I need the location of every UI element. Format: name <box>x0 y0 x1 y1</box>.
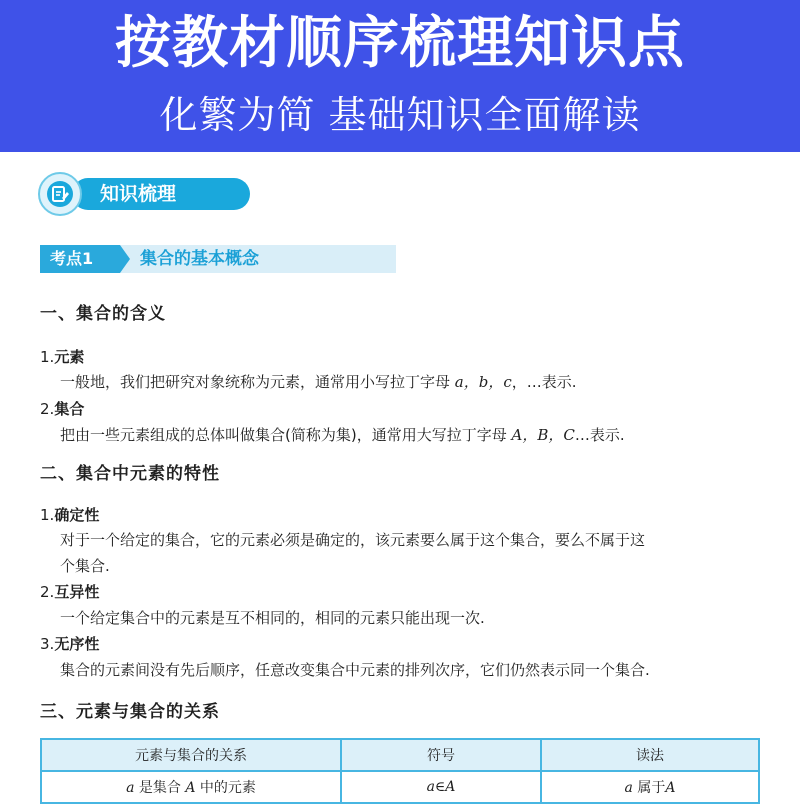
part1-item1-text: 一般地，我们把研究对象统称为元素，通常用小写拉丁字母 a，b，c，…表示. <box>60 373 577 391</box>
banner-title: 按教材顺序梳理知识点 <box>115 11 685 76</box>
exam-point-tag: 考点1 <box>40 245 120 273</box>
part1-item1-title: 1.元素 <box>40 348 85 366</box>
top-banner <box>0 0 800 152</box>
part2-item3-title: 3.无序性 <box>40 635 100 653</box>
part2-heading: 二、集合中元素的特性 <box>40 464 220 484</box>
relation-table <box>40 738 760 804</box>
section-label-pill <box>72 178 250 210</box>
part2-item1-line1: 对于一个给定的集合，它的元素必须是确定的，该元素要么属于这个集合，要么不属于这 <box>60 531 646 549</box>
table-cell: a∈A <box>341 771 541 803</box>
table-header-row <box>41 739 759 771</box>
part2-item1-line2: 个集合. <box>60 557 110 575</box>
part2-item3-text: 集合的元素间没有先后顺序，任意改变集合中元素的排列次序，它们仍然表示同一个集合. <box>60 661 650 679</box>
exam-point-bar <box>40 245 396 273</box>
section-header <box>38 172 218 216</box>
part2-item1-title: 1.确定性 <box>40 506 100 524</box>
table-header-cell: 符号 <box>341 739 541 771</box>
table-cell: a 是集合 A 中的元素 <box>41 771 341 803</box>
pencil-notebook-icon <box>38 172 82 216</box>
table-header-cell: 读法 <box>541 739 759 771</box>
table-row <box>41 771 759 803</box>
part1-item2-title: 2.集合 <box>40 400 85 418</box>
part2-item2-title: 2.互异性 <box>40 583 100 601</box>
exam-point-name: 集合的基本概念 <box>140 249 259 269</box>
part2-item2-text: 一个给定集合中的元素是互不相同的，相同的元素只能出现一次. <box>60 609 485 627</box>
section-label: 知识梳理 <box>100 183 177 205</box>
part1-item2-text: 把由一些元素组成的总体叫做集合(简称为集)，通常用大写拉丁字母 A，B，C…表示. <box>60 426 625 444</box>
table-cell: a 属于A <box>541 771 759 803</box>
part1-heading: 一、集合的含义 <box>40 304 166 324</box>
part3-heading: 三、元素与集合的关系 <box>40 702 220 722</box>
banner-subtitle: 化繁为简 基础知识全面解读 <box>159 93 641 137</box>
table-header-cell: 元素与集合的关系 <box>41 739 341 771</box>
